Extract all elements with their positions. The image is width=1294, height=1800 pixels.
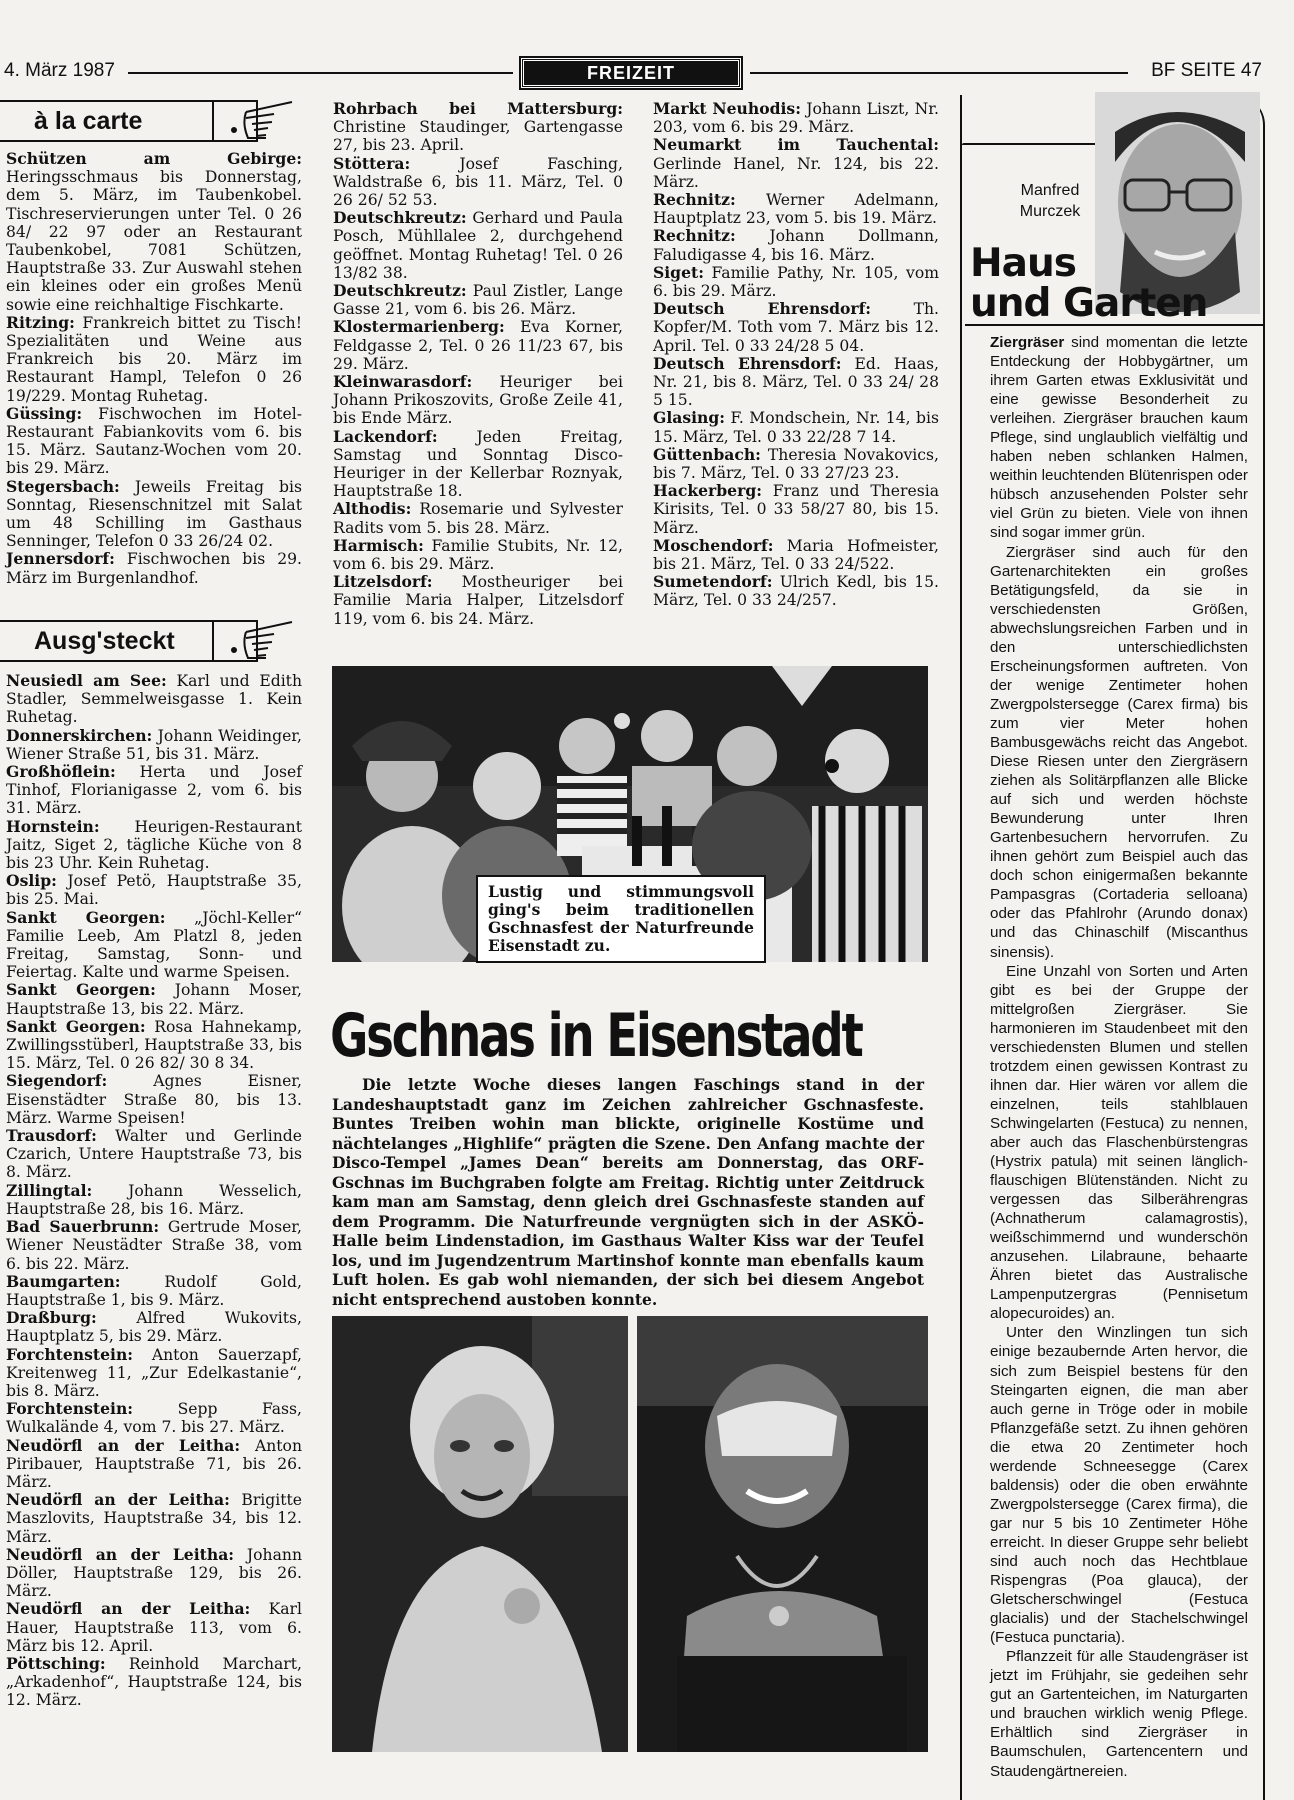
listing-entry	[6, 1309, 302, 1345]
listing-entry	[6, 1346, 302, 1401]
listing-details: F. Mondschein, Nr. 14, bis 15. März, Tel. 0 33 22/28 7 14.	[653, 409, 939, 446]
listing-details: Josef Petö, Hauptstraße 35, bis 25. Mai.	[6, 872, 302, 909]
listing-entry	[6, 727, 302, 763]
listing-details: Eva Korner, Feldgasse 2, Tel. 0 26 11/23 67, bis 29. März.	[333, 318, 623, 373]
listing-entry	[333, 573, 623, 628]
listing-entry	[653, 264, 939, 300]
page-header	[0, 58, 1294, 90]
listing-entry	[653, 355, 939, 410]
listing-place: Baumgarten:	[6, 1271, 121, 1291]
rubric-alacarte	[0, 100, 258, 142]
listing-entry	[333, 500, 623, 536]
listing-entry	[333, 155, 623, 210]
listing-details: Heurigen-Restaurant Jaitz, Siget 2, tägliche Küche von 8 bis 23 Uhr. Kein Ruhetag.	[6, 817, 302, 873]
listing-details: Rudolf Gold, Hauptstraße 1, bis 9. März.	[6, 1272, 302, 1309]
listing-details: Werner Adelmann, Hauptplatz 23, vom 5. bis 19. März.	[653, 191, 939, 228]
page-number: BF SEITE 47	[1151, 60, 1262, 81]
column-paragraph	[990, 333, 1248, 543]
listing-entry	[653, 482, 939, 537]
listing-details: Johann Weidinger, Wiener Straße 51, bis 31. März.	[6, 726, 302, 763]
listing-place: Forchtenstein:	[6, 1344, 134, 1364]
listing-entry	[653, 409, 939, 445]
author-name	[990, 180, 1110, 222]
listing-entry	[653, 537, 939, 573]
listing-place: Neudörfl an der Leitha:	[6, 1435, 241, 1455]
listing-entry	[653, 191, 939, 227]
listing-details: Johann Wesselich, Hauptstraße 28, bis 16. März.	[6, 1181, 302, 1218]
listing-place: Sankt Georgen:	[6, 980, 156, 1000]
listing-details: Fischwochen bis 29. März im Burgenlandhof.	[6, 550, 302, 587]
column-body	[990, 333, 1248, 1781]
listing-place: Moschendorf:	[653, 535, 774, 555]
listing-place: Neudörfl an der Leitha:	[6, 1544, 235, 1564]
listing-place: Rechnitz:	[653, 190, 736, 210]
author-last-name: Murczek	[1019, 203, 1081, 220]
column-paragraph	[990, 543, 1248, 962]
listing-entry	[653, 573, 939, 609]
header-rule-right	[750, 72, 1128, 74]
listing-details: Johann Moser, Hauptstraße 13, bis 22. März.	[6, 981, 302, 1018]
listing-details: Sepp Fass, Wulkalände 4, vom 7. bis 27. März.	[6, 1400, 302, 1437]
listing-entry	[6, 763, 302, 818]
column-title-line2: und Garten	[970, 281, 1208, 326]
photo-caption: Lustig und stimmungsvoll ging's beim traditionellen Gschnasfest der Naturfreunde Eisenstadt zu.	[476, 875, 766, 963]
listing-place: Lackendorf:	[333, 426, 438, 446]
listing-place: Litzelsdorf:	[333, 572, 433, 592]
listing-place: Donnerskirchen:	[6, 725, 153, 745]
listing-details: Gerlinde Hanel, Nr. 124, bis 22. März.	[653, 154, 939, 191]
listing-details: Heuriger bei Johann Prikoszovits, Große Zeile 41, bis Ende März.	[333, 373, 623, 428]
listing-place: Großhöflein:	[6, 762, 116, 782]
listing-details: Theresia Novakovics, bis 7. März, Tel. 0 33 27/23 23.	[653, 445, 939, 483]
listing-details: Karl und Edith Stadler, Semmelweisgasse 1. Kein Ruhetag.	[6, 672, 302, 727]
listing-place: Sumetendorf:	[653, 572, 773, 592]
column-paragraph-text: Eine Unzahl von Sorten und Arten gibt es bei der Gruppe der mittelgroßen Ziergräser. Sie harmonieren im Staudenbeet mit den verschiedensten Blumen und stellen trotzdem einen gewissen Kontrast zu ihnen dar. Hier wären vor allem die einzelnen, teils stahlblauen Schwingelarten (Festuca) zu nennen, aber auch das Flaschenbürstengras (Hystrix patula) mit seinen länglich-flauschigen Blütenständen. Nicht zu vergessen das Silberährengras (Achnatherum calamagrostis), weißschimmernd und wunderschön anzusehen. Lilabraune, behaarte Ähren bietet das Australische Lampenputzergras (Pennisetum alopecuroides) an.	[990, 962, 1248, 1323]
listing-place: Neusiedl am See:	[6, 671, 167, 690]
listing-place: Hackerberg:	[653, 481, 762, 501]
listing-place: Zillingtal:	[6, 1180, 93, 1200]
listing-place: Bad Sauerbrunn:	[6, 1217, 160, 1237]
listing-entry	[6, 314, 302, 405]
ausgsteckt-list	[6, 672, 302, 1710]
listing-entry	[333, 209, 623, 282]
listing-entry	[6, 1491, 302, 1546]
listing-details: Anton Sauerzapf, Kreitenweg 11, „Zur Edelkastanie“, bis 8. März.	[6, 1345, 302, 1400]
rubric-ausgsteckt	[0, 620, 258, 662]
header-rule-left	[128, 72, 513, 74]
listing-place: Trausdorf:	[6, 1126, 97, 1146]
listing-place: Althodis:	[333, 499, 412, 519]
masked-person-photo	[332, 1316, 628, 1752]
listing-place: Ritzing:	[6, 312, 75, 332]
listing-place: Draßburg:	[6, 1308, 97, 1328]
column-paragraph	[990, 1647, 1248, 1780]
listing-details: Brigitte Maszlovits, Hauptstraße 34, bis 12. März.	[6, 1491, 302, 1546]
issue-date: 4. März 1987	[4, 60, 115, 81]
column-title-rule	[965, 324, 1263, 326]
listing-place: Neudörfl an der Leitha:	[6, 1490, 230, 1510]
listing-entry	[6, 672, 302, 727]
listing-place: Kleinwarasdorf:	[333, 372, 473, 392]
listing-place: Deutschkreutz:	[333, 281, 467, 301]
author-first-name: Manfred	[1020, 182, 1080, 199]
listing-details: Maria Hofmeister, bis 21. März, Tel. 0 33 24/522.	[653, 536, 939, 574]
listing-details: „Jöchl-Keller“ Familie Leeb, Am Platzl 8, jeden Freitag, Samstag, Sonn- und Feiertag. Kalte und warme Speisen.	[6, 908, 302, 982]
listing-entry	[6, 1655, 302, 1710]
listing-entry	[6, 818, 302, 873]
listing-details: Gertrude Moser, Wiener Neustädter Straße 38, vom 6. bis 22. März.	[6, 1218, 302, 1273]
listing-place: Sankt Georgen:	[6, 1016, 146, 1036]
column-paragraph-text: Ziergräser sind auch für den Gartenarchitekten ein großes Betätigungsfeld, da sie in verschiedensten Größen, abwechslungsreichen Farben und in den unterschiedlichsten Erscheinungsformen auftreten. Von der wenige Zentimeter hohen Zwergpolstersegge (Carex firma) bis zum vier Meter hohen Bambusgewächs reicht das Angebot. Diese Riesen unter den Ziergräsern ziehen als Solitärpflanzen alle Blicke auf sich und werden höchste Bewunderung unter Ihren Gartenbesuchern hervorrufen. Zu ihnen gehört zum Beispiel auch das doch schon einigermaßen bekannte Pampasgras (Cortaderia selloana) oder das Pfahlrohr (Arundo donax) und das Chinaschilf (Miscanthus sinensis).	[990, 543, 1248, 961]
listing-details: Jeweils Freitag bis Sonntag, Riesenschnitzel mit Salat um 48 Schilling im Gasthaus Senninger, Telefon 0 33 26/24 02.	[6, 477, 302, 551]
listing-details: Th. Kopfer/M. Toth vom 7. März bis 12. April. Tel. 0 33 24/28 5 04.	[653, 300, 939, 355]
listing-entry	[333, 100, 623, 155]
heurigen-list-3	[653, 100, 939, 610]
listing-entry	[653, 227, 939, 263]
pointing-hand-icon	[222, 94, 302, 144]
listing-place: Glasing:	[653, 408, 726, 428]
listing-details: Karl Hauer, Hauptstraße 113, vom 6. März bis 12. April.	[6, 1600, 302, 1655]
column-frame-top	[962, 143, 1097, 145]
listing-entry	[653, 100, 939, 136]
listing-entry	[653, 446, 939, 482]
listing-details: Ed. Haas, Nr. 21, bis 8. März, Tel. 0 33 24/ 28 5 15.	[653, 354, 939, 410]
listing-place: Forchtenstein:	[6, 1399, 134, 1419]
listing-entry	[6, 909, 302, 982]
column-paragraph-text: Unter den Winzlingen tun sich einige bezaubernde Arten hervor, die sich zum Beispiel bestens für den Steingarten eignen, die man aber auch gerne in Tröge oder in mobile Pflanzgefäße setzt. Zu ihnen gehören die etwa 20 Zentimeter hoch werdende Schneesegge (Carex baldensis) oder die oben erwähnte Zwergpolstersegge (Carex firma), die gar nur 5 bis 10 Zentimeter Höhe erreicht. In dieser Gruppe sehr beliebt sind auch noch das Hechtblaue Rispengras (Poa glauca), der Gletscherschwingel (Festuca glacialis) und der Stachelschwingel (Festuca punctaria).	[990, 1324, 1248, 1647]
listing-details: Alfred Wukovits, Hauptplatz 5, bis 29. März.	[6, 1309, 302, 1346]
listing-entry	[333, 428, 623, 501]
listing-details: Heringsschmaus bis Donnerstag, dem 5. März, im Taubenkobel. Tischreservierungen unter Tel. 0 26 84/ 22 97 oder an Restaurant Taubenkobel, 7081 Schützen, Hauptstraße 33. Zur Auswahl stehen ein kleines oder ein großes Menü sowie eine reichhaltige Fischkarte.	[6, 168, 302, 314]
column-lead-word: Ziergräser	[990, 334, 1065, 351]
listing-entry	[6, 478, 302, 551]
listing-place: Siget:	[653, 262, 704, 282]
column-title-line1: Haus	[970, 241, 1076, 286]
listing-place: Deutschkreutz:	[333, 208, 467, 228]
listing-place: Rohrbach bei Mattersburg:	[333, 99, 623, 118]
listing-details: Agnes Eisner, Eisenstädter Straße 80, bis 13. März. Warme Speisen!	[6, 1072, 302, 1127]
listing-entry	[6, 550, 302, 586]
listing-place: Stegersbach:	[6, 476, 120, 496]
column-paragraph	[990, 1323, 1248, 1647]
listing-details: Christine Staudinger, Gartengasse 27, bis 23. April.	[333, 118, 623, 155]
listing-details: Jeden Freitag, Samstag und Sonntag Disco-Heuriger in der Kellerbar Roznyak, Hauptstraße 18.	[333, 427, 623, 501]
column-paragraph-text: sind momentan die letzte Entdeckung der Hobbygärtner, um ihrem Garten etwas Exklusivität und eine gewisse Besonderheit zu verleihen. Ziergräser brauchen kaum Pflege, sind unglaublich vielfältig und haben neben schlanken Halmen, weithin leuchtenden Blütenrispen oder hübsch anzusehenden Polster sehr viel Grün zu bieten. Viele von ihnen sind sogar immer grün.	[990, 334, 1248, 542]
rubric-title: Ausg'steckt	[34, 627, 175, 655]
listing-place: Klostermarienberg:	[333, 317, 505, 337]
listing-entry	[6, 405, 302, 478]
listing-entry	[653, 136, 939, 191]
listing-entry	[653, 300, 939, 355]
listing-details: Walter und Gerlinde Czarich, Untere Hauptstraße 73, bis 8. März.	[6, 1127, 302, 1182]
article-lead: Die letzte Woche dieses langen Faschings stand in der Landeshauptstadt ganz im Zeichen zahlreicher Gschnasfeste. Buntes Treiben wohin man blickte, originelle Kostüme und nächtelanges „Highlife“ prägten die Szene. Den Anfang machte der Disco-Tempel „James Dean“ bereits am Donnerstag, das ORF-Gschnas im Buchgraben folgte am Freitag. Richtig unter Zeitdruck kam man am Samstag, denn gleich drei Gschnasfeste standen auf dem Programm. Die Naturfreunde vergnügten sich in der ASKÖ-Halle beim Lindenstadion, im Gasthaus Walter Kiss war der Teufel los, und im Jugendzentrum Martinshof konnte man ebenfalls kaum Luft holen. Es gab wohl niemanden, der sich bei diesem Angebot nicht entsprechend austoben konnte.	[332, 1075, 924, 1309]
listing-entry	[333, 318, 623, 373]
listing-place: Sankt Georgen:	[6, 907, 166, 927]
listing-entry	[6, 1273, 302, 1309]
listing-entry	[6, 1072, 302, 1127]
listing-details: Johann Döller, Hauptstraße 129, bis 26. März.	[6, 1545, 302, 1601]
column-paragraph	[990, 962, 1248, 1324]
listing-entry	[6, 150, 302, 314]
listing-details: Paul Zistler, Lange Gasse 21, vom 6. bis 26. März.	[333, 282, 623, 319]
listing-place: Güssing:	[6, 403, 83, 423]
listing-entry	[6, 981, 302, 1017]
listing-details: Anton Piribauer, Hauptstraße 71, bis 26. März.	[6, 1436, 302, 1491]
listing-details: Ulrich Kedl, bis 15. März, Tel. 0 33 24/257.	[653, 573, 939, 610]
listing-place: Güttenbach:	[653, 444, 761, 464]
section-label: FREIZEIT	[521, 58, 741, 88]
rubric-title: à la carte	[34, 107, 143, 135]
listing-place: Neumarkt im Tauchental:	[653, 135, 939, 155]
masked-dancer-photo	[637, 1316, 928, 1752]
listing-entry	[6, 1437, 302, 1492]
listing-details: Familie Stubits, Nr. 12, vom 6. bis 29. März.	[333, 536, 623, 574]
listing-details: Reinhold Marchart, „Arkadenhof“, Hauptstraße 124, bis 12. März.	[6, 1654, 302, 1710]
listing-place: Deutsch Ehrensdorf:	[653, 353, 842, 373]
listing-place: Oslip:	[6, 871, 57, 891]
listing-place: Harmisch:	[333, 535, 424, 555]
listing-entry	[6, 1018, 302, 1073]
listing-place: Hornstein:	[6, 816, 100, 836]
listing-entry	[333, 537, 623, 573]
heurigen-list-2	[333, 100, 623, 628]
listing-entry	[6, 872, 302, 908]
listing-entry	[6, 1400, 302, 1436]
listing-place: Markt Neuhodis:	[653, 99, 801, 118]
article-headline: Gschnas in Eisenstadt	[330, 1001, 862, 1071]
listing-place: Neudörfl an der Leitha:	[6, 1599, 251, 1619]
listing-details: Frankreich bittet zu Tisch! Spezialitäten und Weine aus Frankreich bis 20. März im Restaurant Hampl, Telefon 0 26 19/229. Montag Ruhetag.	[6, 313, 302, 405]
listing-details: Familie Pathy, Nr. 105, vom 6. bis 29. März.	[653, 263, 939, 301]
listing-entry	[6, 1600, 302, 1655]
listing-place: Deutsch Ehrensdorf:	[653, 299, 872, 319]
column-paragraph-text: Pflanzzeit für alle Staudengräser ist jetzt im Frühjahr, sie gedeihen sehr gut an Gartenteichen, im Naturgarten und brauchen wirklich wenig Pflege. Erhältlich sind Ziergräser in Baumschulen, Gartencentern und Staudengärtnereien.	[990, 1648, 1248, 1780]
listing-details: Johann Liszt, Nr. 203, vom 6. bis 29. März.	[653, 100, 940, 137]
listing-place: Stöttera:	[333, 153, 411, 173]
listing-details: Fischwochen im Hotel-Restaurant Fabiankovits vom 6. bis 15. März. Sautanz-Wochen vom 20. bis 29. März.	[6, 404, 302, 478]
listing-details: Rosa Hahnekamp, Zwillingsstüberl, Hauptstraße 33, bis 15. März, Tel. 0 26 82/ 30 8 34.	[6, 1017, 302, 1073]
listing-details: Rosemarie und Sylvester Radits vom 5. bis 28. März.	[333, 500, 623, 537]
listing-details: Franz und Theresia Kirisits, Tel. 0 33 58/27 80, bis 15. März.	[653, 482, 939, 537]
alacarte-list	[6, 150, 302, 587]
listing-details: Gerhard und Paula Posch, Mühllalee 2, durchgehend geöffnet. Montag Ruhetag! Tel. 0 26 13/82 38.	[333, 209, 623, 282]
listing-entry	[6, 1218, 302, 1273]
listing-place: Siegendorf:	[6, 1071, 108, 1091]
listing-details: Mostheuriger bei Familie Maria Halper, Litzelsdorf 119, vom 6. bis 24. März.	[333, 573, 623, 628]
pointing-hand-icon	[222, 614, 302, 664]
listing-details: Josef Fasching, Waldstraße 6, bis 11. März, Tel. 0 26 26/ 52 53.	[333, 154, 623, 210]
listing-entry	[333, 373, 623, 428]
column-title	[970, 241, 1208, 326]
listing-entry	[6, 1182, 302, 1218]
listing-place: Pöttsching:	[6, 1653, 106, 1673]
listing-place: Rechnitz:	[653, 226, 736, 246]
listing-entry	[6, 1127, 302, 1182]
listing-place: Jennersdorf:	[6, 549, 115, 569]
listing-details: Herta und Josef Tinhof, Florianigasse 2, vom 6. bis 31. März.	[6, 763, 302, 818]
listing-place: Schützen am Gebirge:	[6, 149, 302, 168]
listing-entry	[333, 282, 623, 318]
listing-entry	[6, 1546, 302, 1601]
listing-details: Johann Dollmann, Faludigasse 4, bis 16. März.	[653, 227, 939, 264]
